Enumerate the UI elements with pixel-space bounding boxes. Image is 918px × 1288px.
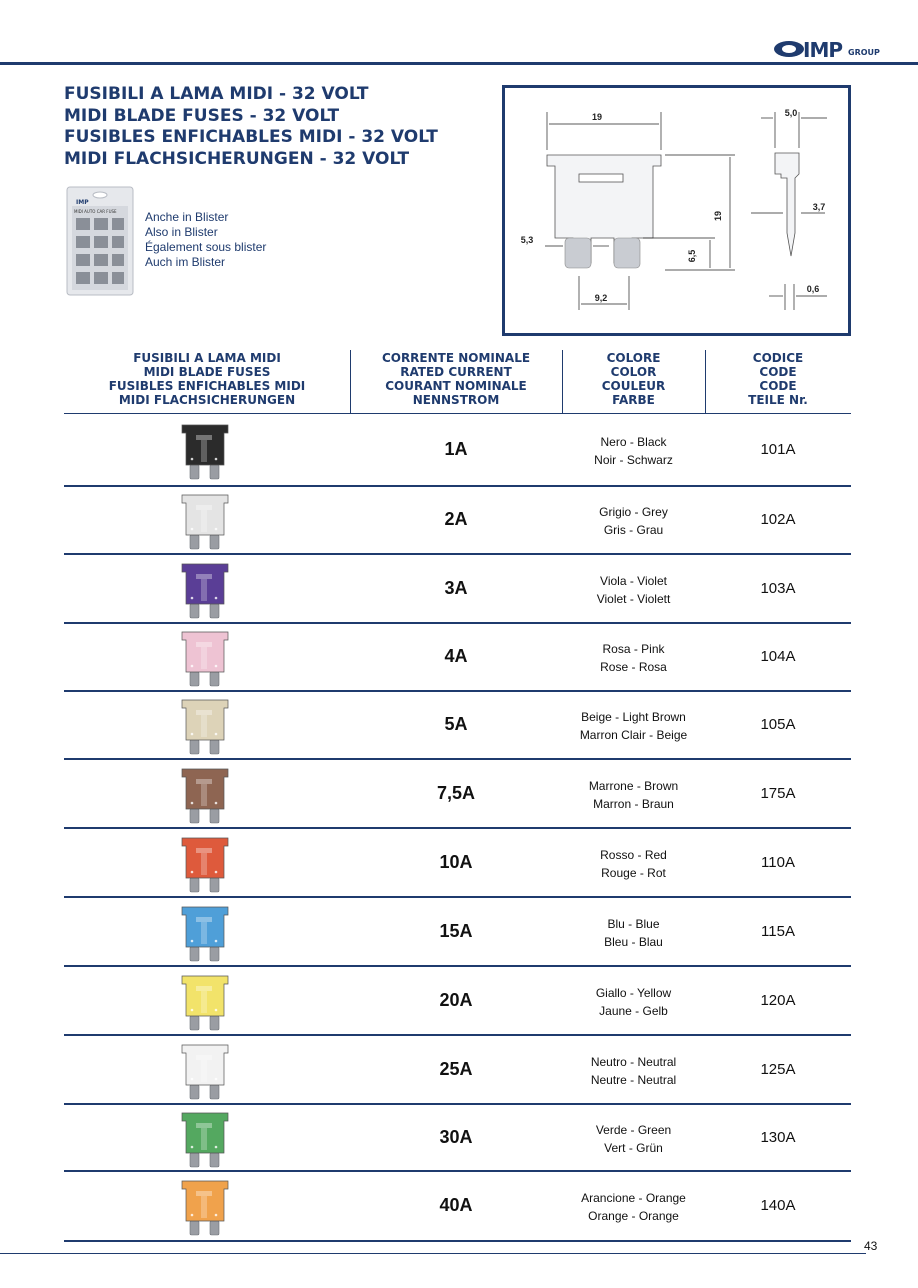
color-name-line: Rosa - Pink <box>602 642 665 656</box>
header-fuse-line: MIDI BLADE FUSES <box>143 365 271 379</box>
blister-brand-text: IMP <box>76 199 89 206</box>
dim-blade-width-label: 5,3 <box>520 235 534 245</box>
table-row <box>64 1105 851 1172</box>
column-divider <box>350 350 351 414</box>
fuse-icon <box>178 421 234 481</box>
color-name-line: Jaune - Gelb <box>599 1004 668 1018</box>
header-color-line: FARBE <box>612 393 655 407</box>
rated-current: 3A <box>444 578 468 598</box>
table-row <box>64 414 851 487</box>
part-code: 130A <box>760 1129 796 1146</box>
header-fuse-line: FUSIBILI A LAMA MIDI <box>133 351 281 365</box>
fuse-icon <box>178 765 234 825</box>
blister-note <box>145 210 266 270</box>
logo-sub-text: GROUP <box>848 48 880 57</box>
color-name-line: Arancione - Orange <box>581 1191 686 1205</box>
title-german: MIDI FLACHSICHERUNGEN - 32 VOLT <box>64 148 410 169</box>
color-name-line: Nero - Black <box>600 435 667 449</box>
row-rule <box>64 1240 851 1242</box>
color-name-line: Violet - Violett <box>596 592 671 606</box>
dim-pitch-label: 9,2 <box>594 293 608 303</box>
table-row <box>64 760 851 829</box>
logo-oval-icon <box>774 41 804 57</box>
rated-current: 4A <box>444 646 468 666</box>
rated-current: 40A <box>439 1195 473 1215</box>
color-name <box>562 708 705 744</box>
color-name <box>562 846 705 882</box>
color-name-line: Neutre - Neutral <box>590 1073 677 1087</box>
color-name <box>562 777 705 813</box>
fuse-icon <box>178 903 234 963</box>
header-rule <box>0 62 918 65</box>
dim-tip-label: 0,6 <box>806 284 820 294</box>
technical-drawing <box>502 85 851 336</box>
part-code: 110A <box>761 854 795 871</box>
part-code: 101A <box>760 441 796 458</box>
part-code: 102A <box>760 511 796 528</box>
column-divider <box>705 350 706 414</box>
color-name-line: Giallo - Yellow <box>595 986 672 1000</box>
color-name-line: Marron - Braun <box>593 797 674 811</box>
color-name-line: Bleu - Blau <box>604 935 663 949</box>
color-name-line: Rosso - Red <box>600 848 667 862</box>
table-row <box>64 624 851 692</box>
part-code: 175A <box>760 785 796 802</box>
header-current-line: COURANT NOMINALE <box>385 379 527 393</box>
header-code-line: TEILE Nr. <box>748 393 808 407</box>
rated-current: 30A <box>439 1127 473 1147</box>
color-name-line: Grigio - Grey <box>599 505 668 519</box>
part-code: 105A <box>760 716 796 733</box>
blister-line-it: Anche in Blister <box>145 210 229 224</box>
dim-width-label: 19 <box>591 112 603 122</box>
color-name-line: Noir - Schwarz <box>594 453 673 467</box>
footer-rule <box>0 1253 866 1254</box>
header-current <box>350 351 562 407</box>
header-fuse-line: FUSIBLES ENFICHABLES MIDI <box>108 379 306 393</box>
rated-current: 2A <box>444 509 468 529</box>
blister-label-text: MIDI AUTO CAR FUSE <box>74 209 117 214</box>
part-code: 125A <box>760 1061 796 1078</box>
blister-line-en: Also in Blister <box>145 225 218 239</box>
header-color-line: COLOR <box>610 365 657 379</box>
table-row <box>64 692 851 760</box>
color-name <box>562 503 705 539</box>
header-code-line: CODE <box>759 365 797 379</box>
rated-current: 1A <box>444 439 468 459</box>
blister-line-de: Auch im Blister <box>145 255 226 269</box>
color-name-line: Neutro - Neutral <box>590 1055 677 1069</box>
fuse-icon <box>178 1041 234 1101</box>
part-code: 115A <box>761 923 795 940</box>
header-fuse-line: MIDI FLACHSICHERUNGEN <box>118 393 296 407</box>
title-italian: FUSIBILI A LAMA MIDI - 32 VOLT <box>64 84 369 104</box>
table-row <box>64 967 851 1036</box>
color-name <box>562 984 705 1020</box>
dim-blade-label: 6,5 <box>687 249 697 263</box>
color-name-line: Marron Clair - Beige <box>579 728 688 742</box>
dimension-drawing <box>505 88 848 333</box>
color-name-line: Viola - Violet <box>600 574 667 588</box>
rated-current: 15A <box>439 921 473 941</box>
rated-current: 20A <box>439 990 473 1010</box>
table-row <box>64 487 851 555</box>
fuse-icon <box>178 491 234 551</box>
part-code: 103A <box>760 580 796 597</box>
dim-side-label: 3,7 <box>812 202 826 212</box>
header-current-line: NENNSTROM <box>412 393 500 407</box>
rated-current: 10A <box>439 852 473 872</box>
color-name-line: Rouge - Rot <box>601 866 666 880</box>
imp-group-logo <box>774 38 886 62</box>
rated-current: 25A <box>439 1059 473 1079</box>
color-name <box>562 640 705 676</box>
dim-height-label: 19 <box>713 210 723 222</box>
part-code: 120A <box>760 992 796 1009</box>
fuse-icon <box>178 834 234 894</box>
header-color-line: COLORE <box>606 351 661 365</box>
color-name-line: Vert - Grün <box>604 1141 663 1155</box>
fuse-icon <box>178 628 234 688</box>
header-code-line: CODE <box>759 379 797 393</box>
dim-thickness-label: 5,0 <box>784 108 798 118</box>
table-row <box>64 555 851 624</box>
fuse-icon <box>178 560 234 620</box>
table-row <box>64 1172 851 1242</box>
color-name-line: Blu - Blue <box>607 917 660 931</box>
header-color <box>562 351 705 407</box>
fuse-icon <box>178 696 234 756</box>
header-current-line: RATED CURRENT <box>400 365 512 379</box>
fuse-icon <box>178 1177 234 1237</box>
header-code-line: CODICE <box>752 351 804 365</box>
color-name-line: Beige - Light Brown <box>581 710 686 724</box>
blister-line-fr: Également sous blister <box>145 240 267 254</box>
table-row <box>64 829 851 898</box>
page-number: 43 <box>864 1239 878 1253</box>
color-name <box>562 1189 705 1225</box>
color-name <box>562 433 705 469</box>
blister-package-image <box>66 186 134 296</box>
header-code <box>705 351 851 407</box>
fuse-icon <box>178 1109 234 1169</box>
column-divider <box>562 350 563 414</box>
fuse-icon <box>178 972 234 1032</box>
color-name-line: Gris - Grau <box>603 523 664 537</box>
header-current-line: CORRENTE NOMINALE <box>381 351 531 365</box>
color-name-line: Marrone - Brown <box>588 779 679 793</box>
page-titles <box>64 84 438 170</box>
color-name <box>562 572 705 608</box>
part-code: 140A <box>760 1197 796 1214</box>
logo-main-text: IMP <box>803 38 843 62</box>
part-code: 104A <box>760 648 796 665</box>
color-name-line: Rose - Rosa <box>600 660 667 674</box>
color-name <box>562 1121 705 1157</box>
color-name <box>562 915 705 951</box>
header-fuse <box>64 351 350 407</box>
title-french: FUSIBLES ENFICHABLES MIDI - 32 VOLT <box>64 127 438 147</box>
table-row <box>64 1036 851 1105</box>
header-color-line: COULEUR <box>601 379 666 393</box>
color-name <box>562 1053 705 1089</box>
title-english: MIDI BLADE FUSES - 32 VOLT <box>64 105 340 126</box>
table-row <box>64 898 851 967</box>
color-name-line: Verde - Green <box>595 1123 672 1137</box>
rated-current: 5A <box>444 714 468 734</box>
color-name-line: Orange - Orange <box>588 1209 679 1223</box>
rated-current: 7,5A <box>436 783 476 803</box>
